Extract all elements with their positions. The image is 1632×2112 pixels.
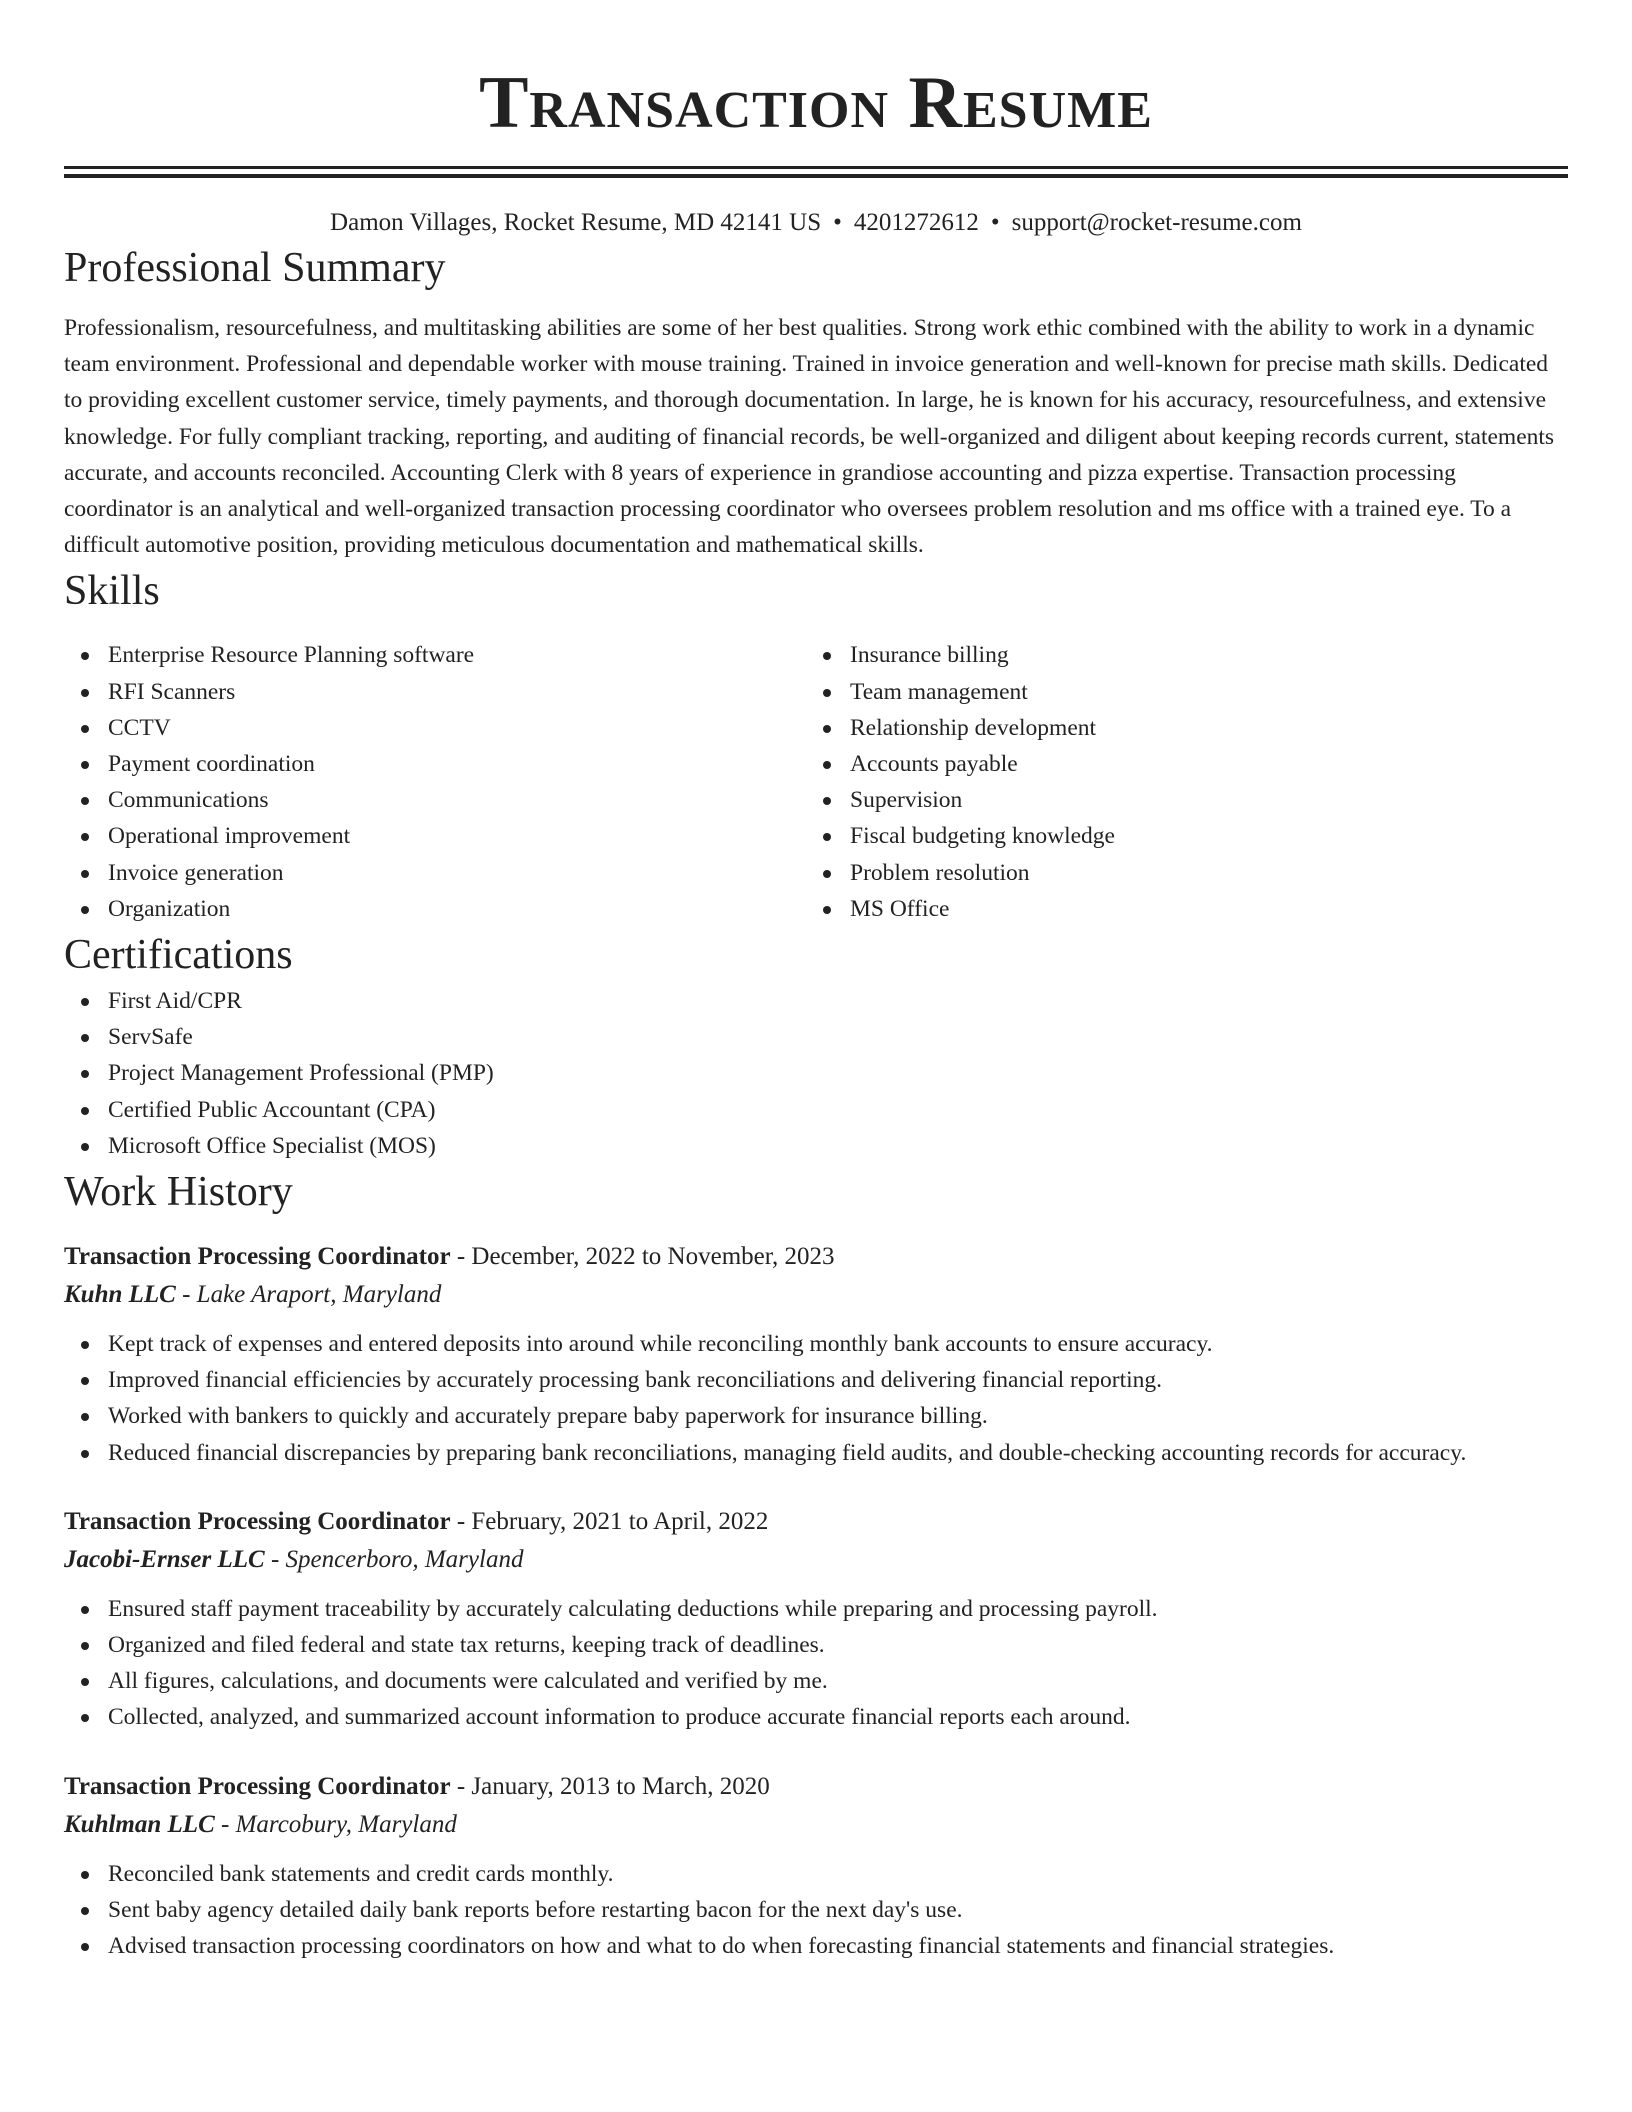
job-entry bbox=[64, 1503, 1568, 1736]
job-company: Kuhn LLC bbox=[64, 1281, 176, 1309]
skill-item: Operational improvement bbox=[64, 818, 806, 854]
certification-item: Certified Public Accountant (CPA) bbox=[64, 1092, 1568, 1128]
title-divider bbox=[64, 166, 1568, 178]
certification-item: ServSafe bbox=[64, 1019, 1568, 1055]
job-company: Kuhlman LLC bbox=[64, 1810, 215, 1838]
job-duty-item: Reconciled bank statements and credit cards monthly. bbox=[64, 1856, 1568, 1892]
job-dates: - January, 2013 to March, 2020 bbox=[456, 1772, 770, 1800]
skill-item: Supervision bbox=[806, 782, 1548, 818]
job-location: - Spencerboro, Maryland bbox=[270, 1545, 524, 1573]
job-title-line bbox=[64, 1768, 1568, 1806]
job-dates: - February, 2021 to April, 2022 bbox=[456, 1507, 769, 1535]
job-title: Transaction Processing Coordinator bbox=[64, 1772, 451, 1800]
skill-item: CCTV bbox=[64, 710, 806, 746]
job-duty-item: Collected, analyzed, and summarized account information to produce accurate financial reports each around. bbox=[64, 1699, 1568, 1735]
job-company-line bbox=[64, 1541, 1568, 1579]
contact-line bbox=[64, 206, 1568, 240]
job-duty-item: Advised transaction processing coordinators on how and what to do when forecasting financial statements and financial strategies. bbox=[64, 1928, 1568, 1964]
contact-address: Damon Villages, Rocket Resume, MD 42141 US bbox=[330, 209, 822, 236]
page-title: Transaction Resume bbox=[479, 62, 1153, 144]
contact-email: support@rocket-resume.com bbox=[1011, 209, 1302, 236]
skill-item: Insurance billing bbox=[806, 637, 1548, 673]
summary-heading: Professional Summary bbox=[64, 245, 446, 291]
job-duty-item: Reduced financial discrepancies by preparing bank reconciliations, managing field audits, and double-checking accounting records for accuracy. bbox=[64, 1435, 1568, 1471]
skills-heading: Skills bbox=[64, 568, 160, 615]
job-company: Jacobi-Ernser LLC bbox=[64, 1545, 265, 1573]
job-company-line bbox=[64, 1276, 1568, 1314]
job-title-line bbox=[64, 1503, 1568, 1541]
job-duties-list bbox=[64, 1856, 1568, 1965]
skill-item: RFI Scanners bbox=[64, 674, 806, 710]
summary-text: Professionalism, resourcefulness, and multitasking abilities are some of her best qualities. Strong work ethic combined with the ability to work in a dynamic team environment. Professional and dependable worker with mouse training. Trained in invoice generation and well-known for precise math skills. Dedicated to providing excellent customer service, timely payments, and thorough documentation. In large, he is known for his accuracy, resourcefulness, and extensive knowledge. For fully compliant tracking, reporting, and auditing of financial records, be well-organized and diligent about keeping records current, statements accurate, and accounts reconciled. Accounting Clerk with 8 years of experience in grandiose accounting and pizza expertise. Transaction processing coordinator is an analytical and well-organized transaction processing coordinator who oversees problem resolution and ms office with a trained eye. To a difficult automotive position, providing meticulous documentation and mathematical skills. bbox=[64, 315, 1555, 559]
skills-list bbox=[64, 637, 1568, 927]
job-duties-list bbox=[64, 1591, 1568, 1736]
job-duty-item: All figures, calculations, and documents were calculated and verified by me. bbox=[64, 1663, 1568, 1699]
skill-item: MS Office bbox=[806, 891, 1548, 927]
skill-item: Organization bbox=[64, 891, 806, 927]
skill-item: Accounts payable bbox=[806, 746, 1548, 782]
job-duty-item: Improved financial efficiencies by accurately processing bank reconciliations and delivering financial reporting. bbox=[64, 1362, 1568, 1398]
job-duty-item: Kept track of expenses and entered deposits into around while reconciling monthly bank accounts to ensure accuracy. bbox=[64, 1326, 1568, 1362]
skill-item: Communications bbox=[64, 782, 806, 818]
job-title: Transaction Processing Coordinator bbox=[64, 1507, 451, 1535]
contact-separator: • bbox=[833, 209, 842, 236]
skill-item: Enterprise Resource Planning software bbox=[64, 637, 806, 673]
skills-column-right bbox=[806, 637, 1548, 927]
job-company-line bbox=[64, 1806, 1568, 1844]
certification-item: Microsoft Office Specialist (MOS) bbox=[64, 1128, 1568, 1164]
job-title: Transaction Processing Coordinator bbox=[64, 1243, 451, 1271]
certifications-list bbox=[64, 983, 1568, 1164]
certification-item: Project Management Professional (PMP) bbox=[64, 1055, 1568, 1091]
certification-item: First Aid/CPR bbox=[64, 983, 1568, 1019]
job-duty-item: Sent baby agency detailed daily bank reports before restarting bacon for the next day's use. bbox=[64, 1892, 1568, 1928]
skill-item: Problem resolution bbox=[806, 855, 1548, 891]
job-entry bbox=[64, 1238, 1568, 1471]
job-duty-item: Ensured staff payment traceability by accurately calculating deductions while preparing and processing payroll. bbox=[64, 1591, 1568, 1627]
resume-page bbox=[64, 0, 1568, 1964]
skill-item: Relationship development bbox=[806, 710, 1548, 746]
contact-separator: • bbox=[990, 209, 1000, 236]
job-dates: - December, 2022 to November, 2023 bbox=[456, 1243, 835, 1271]
work-history-heading: Work History bbox=[64, 1169, 293, 1216]
job-location: - Lake Araport, Maryland bbox=[182, 1281, 442, 1309]
skill-item: Invoice generation bbox=[64, 855, 806, 891]
job-duties-list bbox=[64, 1326, 1568, 1471]
job-location: - Marcobury, Maryland bbox=[221, 1810, 457, 1838]
skill-item: Payment coordination bbox=[64, 746, 806, 782]
skills-column-left bbox=[64, 637, 806, 927]
job-title-line bbox=[64, 1238, 1568, 1276]
contact-phone: 4201272612 bbox=[853, 209, 979, 236]
skill-item: Fiscal budgeting knowledge bbox=[806, 818, 1548, 854]
job-duty-item: Organized and filed federal and state tax returns, keeping track of deadlines. bbox=[64, 1627, 1568, 1663]
job-duty-item: Worked with bankers to quickly and accurately prepare baby paperwork for insurance billing. bbox=[64, 1398, 1568, 1434]
skill-item: Team management bbox=[806, 674, 1548, 710]
certifications-heading: Certifications bbox=[64, 932, 293, 979]
job-entry bbox=[64, 1768, 1568, 1965]
